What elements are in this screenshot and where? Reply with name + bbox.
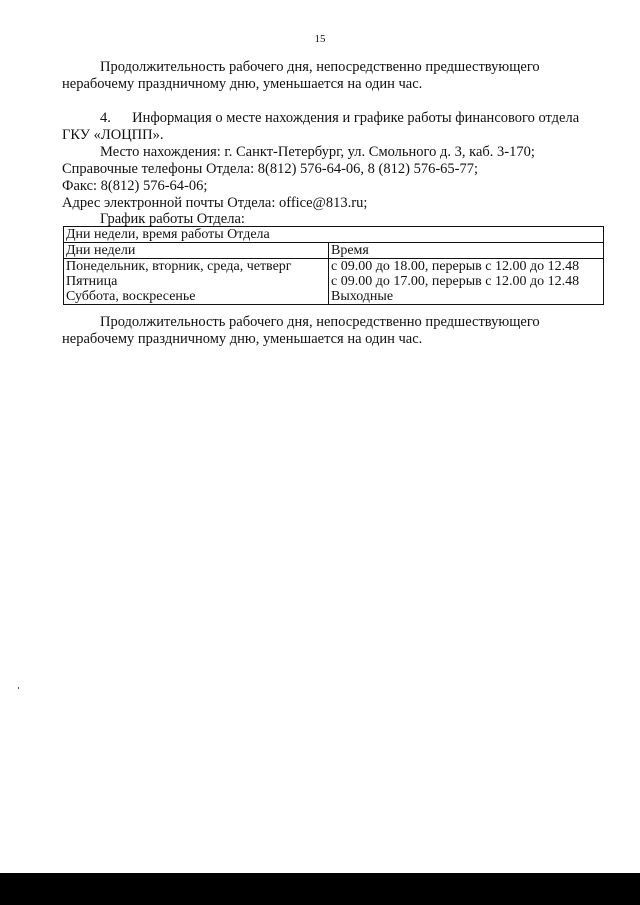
row-time: с 09.00 до 17.00, перерыв с 12.00 до 12.48 (329, 274, 604, 289)
page-number: 15 (314, 33, 326, 45)
header-days: Дни недели (64, 243, 329, 259)
section-heading-line-2: ГКУ «ЛОЦПП». (62, 127, 164, 143)
row-days: Понедельник, вторник, среда, четверг (64, 259, 329, 275)
row-time: с 09.00 до 18.00, перерыв с 12.00 до 12.48 (329, 259, 604, 275)
schedule-table-header-row (64, 243, 604, 259)
schedule-caption: График работы Отдела: (100, 211, 245, 227)
header-time: Время (329, 243, 604, 259)
row-time: Выходные (329, 289, 604, 305)
section-heading-line-1 (100, 110, 579, 127)
section-number: 4. (100, 110, 111, 126)
row-days: Пятница (64, 274, 329, 289)
scan-bottom-border (0, 873, 640, 905)
footer-paragraph-line-1: Продолжительность рабочего дня, непосредственно предшествующего (100, 314, 540, 330)
intro-paragraph-line-1: Продолжительность рабочего дня, непосредственно предшествующего (100, 59, 540, 75)
row-days: Суббота, воскресенье (64, 289, 329, 305)
fax-text: Факс: 8(812) 576-64-06; (62, 178, 208, 194)
intro-paragraph-line-2: нерабочему праздничному дню, уменьшается на один час. (62, 76, 423, 92)
schedule-table-title: Дни недели, время работы Отдела (64, 227, 604, 243)
table-row (64, 289, 604, 305)
email-text: Адрес электронной почты Отдела: office@813.ru; (62, 195, 368, 211)
schedule-table-title-row (64, 227, 604, 243)
scan-speck (18, 687, 19, 689)
section-title: Информация о месте нахождения и графике работы финансового отдела (132, 110, 580, 126)
location-text: Место нахождения: г. Санкт-Петербург, ул. Смольного д. 3, каб. 3-170; (100, 144, 535, 160)
footer-paragraph-line-2: нерабочему праздничному дню, уменьшается на один час. (62, 331, 423, 347)
schedule-table (63, 226, 604, 305)
table-row (64, 274, 604, 289)
phones-text: Справочные телефоны Отдела: 8(812) 576-64-06, 8 (812) 576-65-77; (62, 161, 479, 177)
table-row (64, 259, 604, 275)
